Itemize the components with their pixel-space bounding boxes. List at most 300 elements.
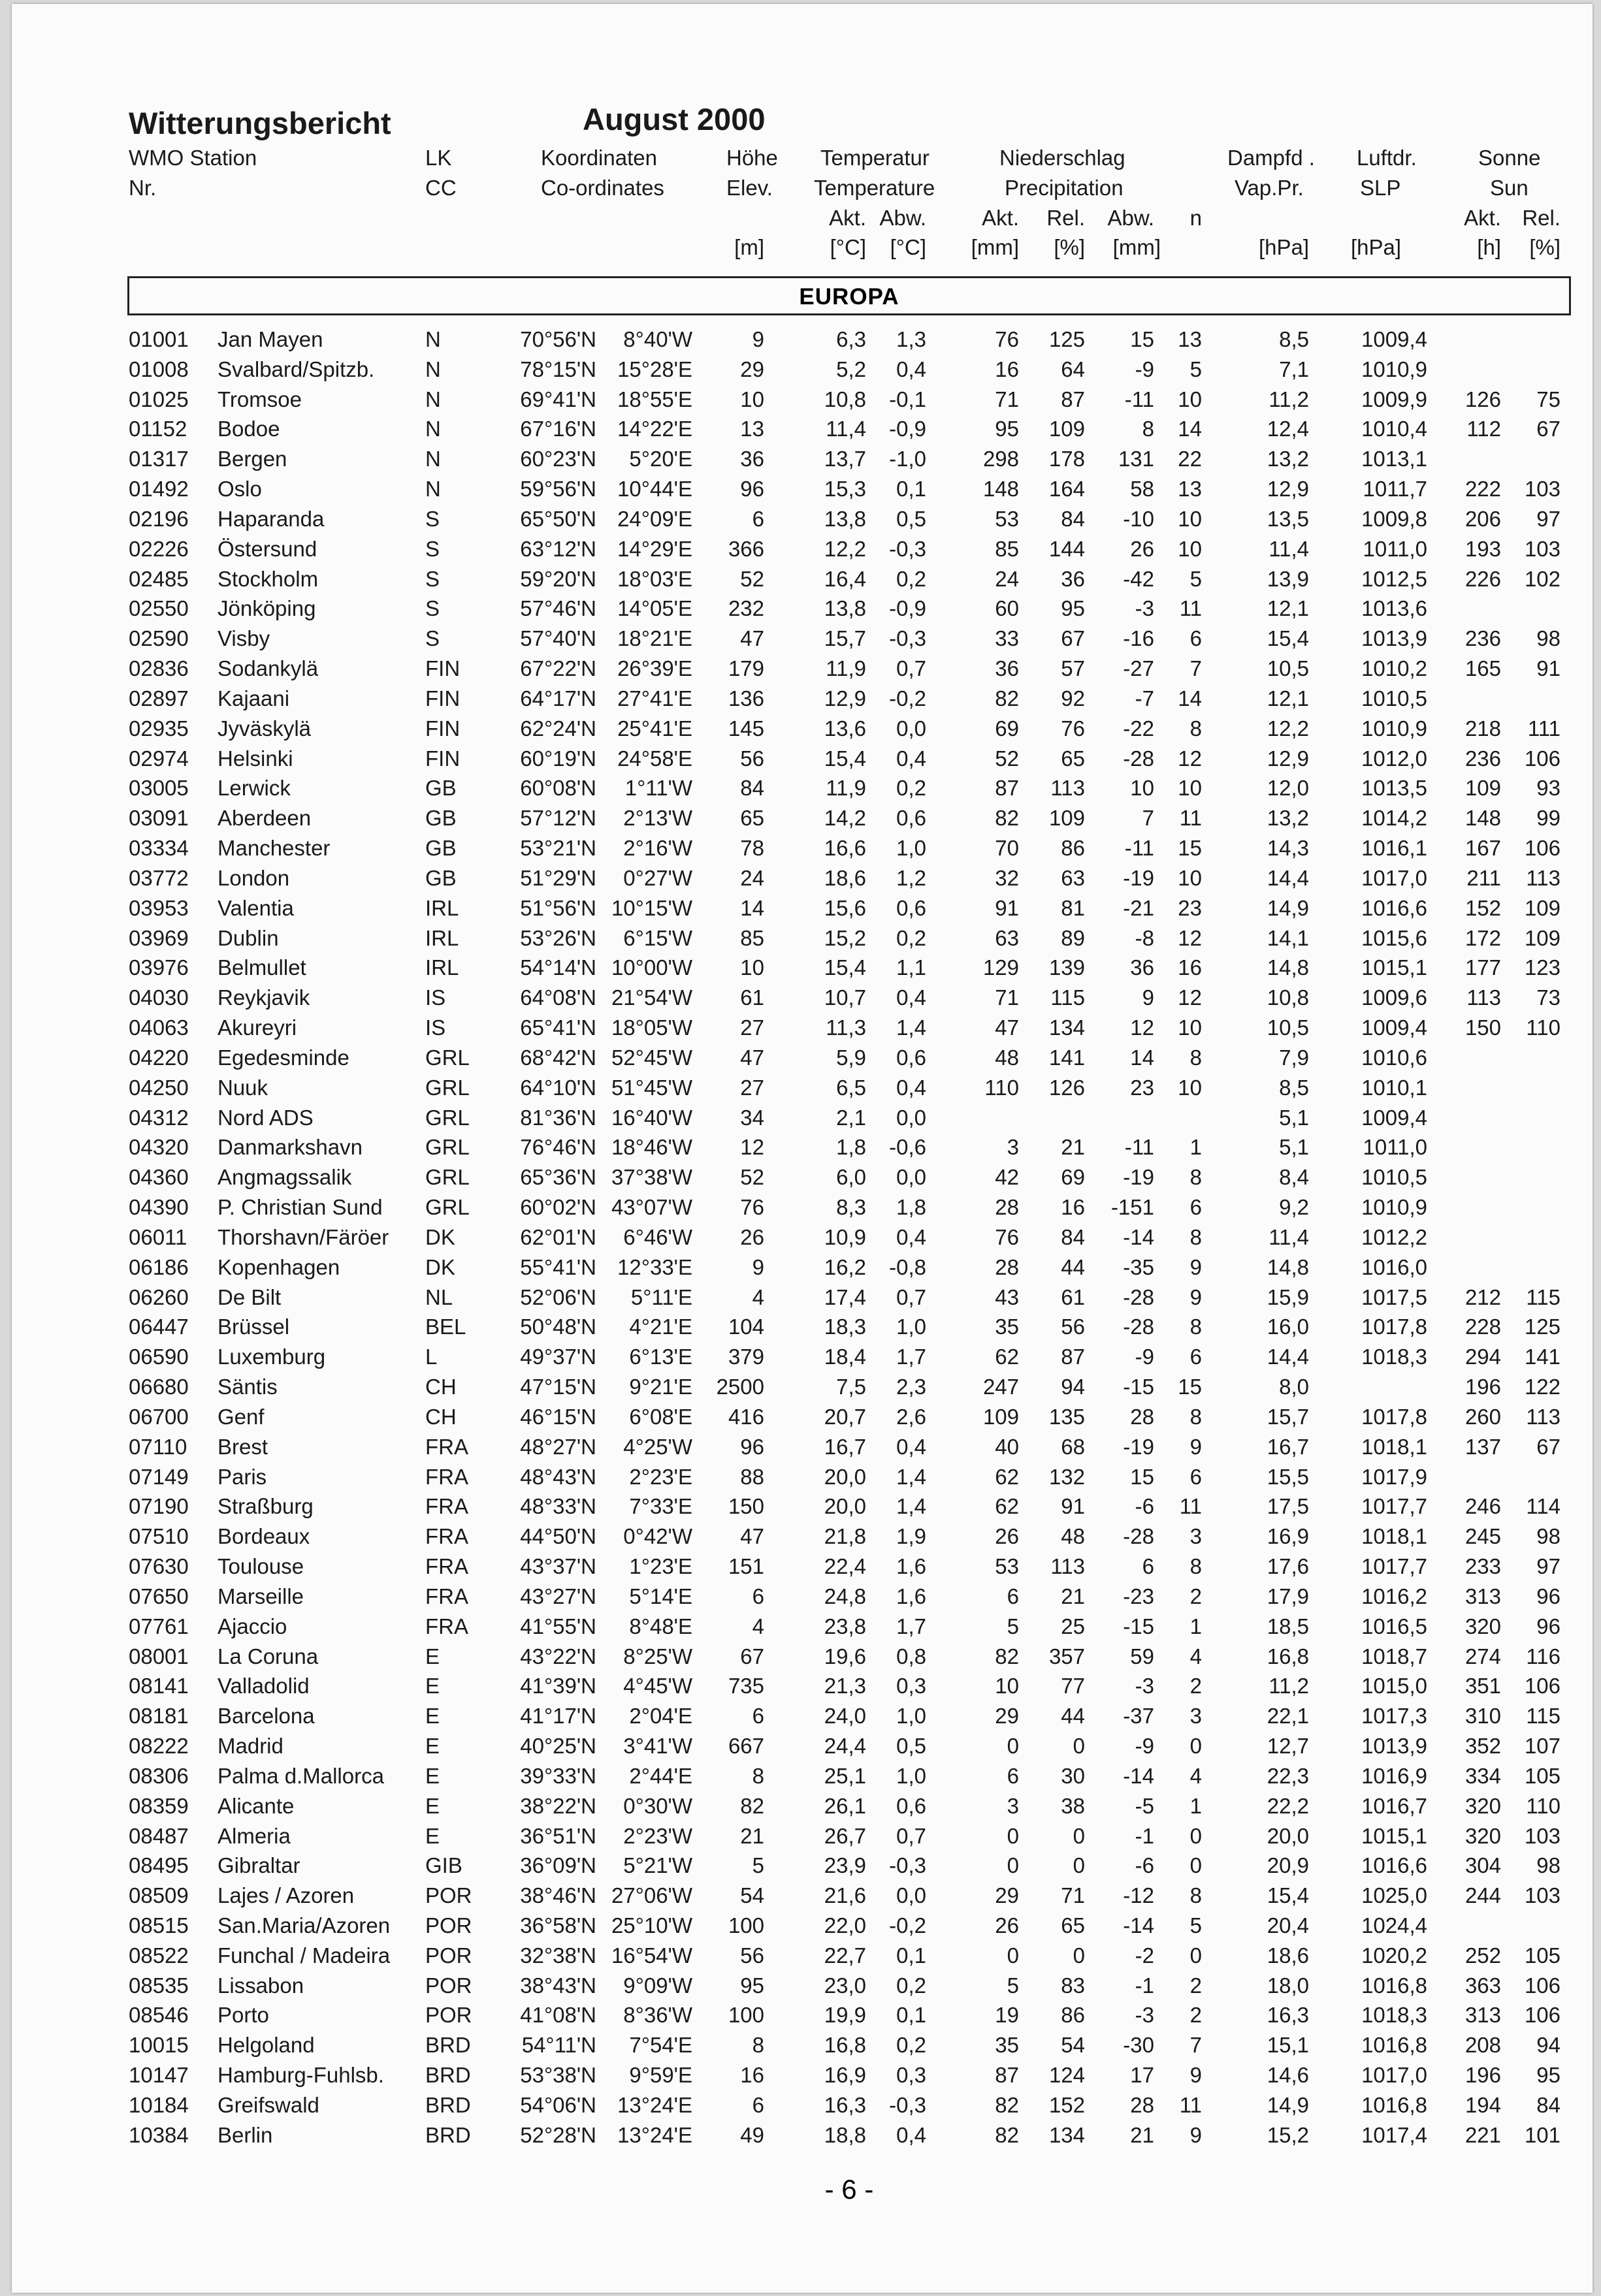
cell-wmo-nr: 07630	[129, 1554, 189, 1579]
cell-vap-pressure: 8,4	[1279, 1165, 1309, 1190]
cell-vap-pressure: 15,4	[1267, 626, 1309, 651]
cell-latitude: 48°33'N	[520, 1494, 596, 1519]
cell-sun-rel: 105	[1524, 1943, 1561, 1968]
cell-sun-akt: 196	[1464, 1375, 1501, 1399]
cell-prec-akt: 110	[984, 1075, 1019, 1100]
cell-prec-akt: 82	[995, 686, 1019, 710]
cell-latitude: 36°09'N	[520, 1853, 596, 1878]
table-row	[0, 1642, 1601, 1672]
cell-station: Nord ADS	[218, 1105, 314, 1130]
cell-sun-rel: 98	[1536, 1524, 1561, 1549]
cell-prec-akt: 82	[995, 806, 1019, 831]
cell-longitude: 2°23'E	[629, 1464, 692, 1489]
cell-sun-akt: 206	[1464, 506, 1501, 531]
cell-country: GB	[425, 836, 457, 861]
cell-prec-rel: 54	[1061, 2033, 1085, 2058]
label-luftdruck: Luftdr.	[1357, 146, 1417, 170]
cell-station: La Coruna	[218, 1644, 319, 1668]
cell-country: L	[425, 1345, 438, 1369]
cell-longitude: 12°33'E	[617, 1254, 692, 1279]
cell-temp-akt: 12,9	[824, 686, 866, 710]
label-sun: Sun	[1490, 176, 1528, 200]
cell-elevation: 82	[740, 1793, 764, 1818]
cell-elevation: 27	[740, 1015, 764, 1040]
cell-temp-akt: 2,1	[836, 1105, 866, 1130]
cell-prec-akt: 53	[995, 506, 1019, 531]
cell-temp-akt: 21,3	[824, 1674, 866, 1698]
cell-prec-n: 13	[1178, 477, 1202, 502]
cell-temp-akt: 14,2	[824, 806, 866, 831]
cell-prec-rel: 77	[1061, 1674, 1085, 1698]
cell-slp: 1009,4	[1361, 1105, 1427, 1130]
cell-slp: 1010,2	[1361, 656, 1427, 681]
cell-country: S	[425, 536, 440, 561]
cell-temp-akt: 24,8	[824, 1584, 866, 1608]
cell-vap-pressure: 15,2	[1267, 2122, 1309, 2147]
cell-prec-n: 5	[1189, 357, 1202, 381]
table-row	[0, 594, 1601, 624]
page-number: - 6 -	[824, 2174, 874, 2205]
cell-vap-pressure: 15,7	[1267, 1404, 1309, 1429]
cell-wmo-nr: 02836	[129, 656, 189, 681]
cell-station: Manchester	[218, 836, 331, 861]
cell-prec-abw: -1	[1135, 1973, 1154, 1998]
cell-elevation: 96	[740, 1434, 764, 1459]
cell-prec-rel: 109	[1048, 417, 1085, 441]
cell-latitude: 78°15'N	[520, 357, 596, 381]
cell-longitude: 10°15'W	[611, 895, 692, 920]
cell-wmo-nr: 08515	[129, 1913, 189, 1937]
cell-prec-n: 14	[1178, 686, 1202, 710]
cell-sun-rel: 109	[1524, 895, 1561, 920]
cell-temp-akt: 16,2	[824, 1254, 866, 1279]
cell-wmo-nr: 02974	[129, 746, 189, 771]
cell-wmo-nr: 06011	[129, 1224, 187, 1249]
cell-latitude: 64°10'N	[520, 1075, 596, 1100]
cell-country: IS	[425, 985, 446, 1010]
cell-temp-akt: 26,1	[824, 1793, 866, 1818]
cell-prec-akt: 40	[995, 1434, 1019, 1459]
cell-slp: 1017,9	[1361, 1464, 1427, 1489]
cell-elevation: 78	[740, 836, 764, 861]
cell-sun-rel: 106	[1524, 2003, 1561, 2028]
cell-temp-abw: 2,3	[896, 1375, 926, 1399]
cell-temp-abw: 0,3	[896, 1674, 926, 1698]
table-row	[0, 1073, 1601, 1103]
cell-latitude: 63°12'N	[520, 536, 596, 561]
cell-vap-pressure: 14,9	[1267, 895, 1309, 920]
cell-elevation: 10	[740, 387, 764, 411]
table-row	[0, 684, 1601, 714]
cell-sun-rel: 95	[1536, 2063, 1561, 2088]
cell-sun-rel: 91	[1536, 656, 1561, 681]
cell-country: GRL	[425, 1105, 470, 1130]
label-niederschlag: Niederschlag	[999, 146, 1125, 170]
cell-prec-abw: -7	[1135, 686, 1154, 710]
cell-slp: 1014,2	[1361, 806, 1427, 831]
cell-vap-pressure: 16,7	[1267, 1434, 1309, 1459]
cell-station: San.Maria/Azoren	[218, 1913, 391, 1937]
cell-temp-akt: 26,7	[824, 1823, 866, 1848]
cell-slp: 1013,1	[1361, 447, 1427, 471]
cell-station: Haparanda	[218, 506, 325, 531]
table-row	[0, 893, 1601, 923]
cell-station: Hamburg-Fuhlsb.	[218, 2063, 384, 2088]
cell-sun-akt: 334	[1464, 1763, 1501, 1788]
cell-elevation: 54	[740, 1883, 764, 1908]
cell-latitude: 57°46'N	[520, 596, 596, 621]
region-header	[127, 276, 1571, 315]
cell-temp-abw: 1,0	[896, 836, 926, 861]
cell-vap-pressure: 11,4	[1269, 536, 1309, 561]
cell-sun-akt: 252	[1464, 1943, 1501, 1968]
cell-prec-abw: -151	[1110, 1195, 1154, 1220]
label-coordinates: Co-ordinates	[541, 176, 664, 200]
cell-elevation: 67	[740, 1644, 764, 1668]
cell-temp-abw: 0,7	[896, 656, 926, 681]
cell-prec-rel: 57	[1061, 656, 1085, 681]
cell-slp: 1010,9	[1361, 357, 1427, 381]
cell-longitude: 52°45'W	[611, 1045, 692, 1070]
cell-country: POR	[425, 1943, 472, 1968]
table-row	[0, 325, 1601, 355]
cell-wmo-nr: 08522	[129, 1943, 189, 1968]
cell-vap-pressure: 14,4	[1267, 1345, 1309, 1369]
cell-wmo-nr: 01152	[129, 417, 187, 441]
cell-prec-n: 3	[1189, 1704, 1202, 1729]
cell-sun-akt: 218	[1464, 716, 1501, 741]
cell-temp-abw: 0,1	[896, 2003, 926, 2028]
cell-elevation: 85	[740, 925, 764, 950]
cell-station: Madrid	[218, 1734, 283, 1758]
cell-station: Gibraltar	[218, 1853, 300, 1878]
cell-slp: 1010,1	[1361, 1075, 1427, 1100]
cell-prec-rel: 71	[1061, 1883, 1085, 1908]
cell-station: Paris	[218, 1464, 267, 1489]
cell-prec-abw: 10	[1130, 776, 1154, 801]
cell-temp-akt: 18,6	[824, 865, 866, 890]
cell-temp-akt: 1,8	[836, 1135, 866, 1160]
cell-station: Helgoland	[218, 2033, 315, 2058]
cell-longitude: 7°54'E	[629, 2033, 692, 2058]
cell-temp-abw: -0,1	[889, 387, 926, 411]
cell-temp-abw: 0,4	[896, 1224, 926, 1249]
cell-prec-abw: -27	[1123, 656, 1154, 681]
cell-wmo-nr: 03091	[129, 806, 189, 831]
cell-sun-akt: 304	[1464, 1853, 1501, 1878]
cell-temp-akt: 23,0	[824, 1973, 866, 1998]
cell-temp-akt: 12,2	[824, 536, 866, 561]
cell-prec-rel: 63	[1061, 865, 1085, 890]
table-row	[0, 385, 1601, 415]
cell-prec-rel: 92	[1061, 686, 1085, 710]
cell-wmo-nr: 04320	[129, 1135, 189, 1160]
cell-station: Luxemburg	[218, 1345, 326, 1369]
cell-temp-akt: 19,9	[824, 2003, 866, 2028]
label-sun-rel: Rel.	[1522, 206, 1561, 230]
cell-temp-abw: 0,7	[896, 1284, 926, 1309]
cell-vap-pressure: 8,5	[1279, 1075, 1309, 1100]
cell-latitude: 67°16'N	[520, 417, 596, 441]
cell-country: E	[425, 1793, 440, 1818]
cell-latitude: 52°06'N	[520, 1284, 596, 1309]
cell-temp-akt: 6,5	[836, 1075, 866, 1100]
cell-temp-abw: 0,0	[896, 1165, 926, 1190]
cell-elevation: 56	[740, 746, 764, 771]
cell-slp: 1016,6	[1361, 1853, 1427, 1878]
cell-prec-akt: 35	[995, 1315, 1019, 1339]
cell-prec-rel: 89	[1061, 925, 1085, 950]
cell-prec-akt: 71	[995, 985, 1019, 1010]
cell-temp-abw: 0,6	[896, 1793, 926, 1818]
cell-prec-rel: 0	[1073, 1823, 1085, 1848]
cell-longitude: 51°45'W	[611, 1075, 692, 1100]
cell-prec-rel: 67	[1061, 626, 1085, 651]
report-period: August 2000	[583, 102, 766, 136]
cell-wmo-nr: 08222	[129, 1734, 189, 1758]
cell-wmo-nr: 07149	[129, 1464, 189, 1489]
cell-prec-akt: 16	[995, 357, 1019, 381]
cell-temp-abw: 0,2	[896, 776, 926, 801]
cell-station: Svalbard/Spitzb.	[218, 357, 375, 381]
cell-country: BRD	[425, 2122, 471, 2147]
cell-slp: 1018,1	[1361, 1524, 1427, 1549]
table-row	[0, 2000, 1601, 2030]
label-wmo-station: WMO Station	[129, 146, 257, 170]
cell-prec-n: 7	[1189, 2033, 1202, 2058]
cell-wmo-nr: 01008	[129, 357, 189, 381]
cell-temp-abw: 0,5	[896, 1734, 926, 1758]
cell-vap-pressure: 13,9	[1267, 566, 1309, 591]
cell-temp-abw: -0,9	[889, 417, 926, 441]
cell-temp-akt: 16,7	[824, 1434, 866, 1459]
cell-longitude: 5°11'E	[630, 1284, 692, 1309]
cell-latitude: 69°41'N	[520, 387, 596, 411]
cell-latitude: 38°43'N	[520, 1973, 596, 1998]
cell-temp-abw: 0,4	[896, 357, 926, 381]
cell-longitude: 9°09'W	[623, 1973, 692, 1998]
cell-temp-akt: 13,8	[824, 596, 866, 621]
cell-temp-akt: 22,0	[824, 1913, 866, 1937]
cell-prec-n: 5	[1189, 1913, 1202, 1937]
label-temp-abw-unit: [°C]	[890, 235, 926, 259]
cell-prec-rel: 44	[1061, 1704, 1085, 1729]
cell-prec-akt: 26	[995, 1524, 1019, 1549]
cell-latitude: 32°38'N	[520, 1943, 596, 1968]
cell-prec-abw: -21	[1123, 895, 1154, 920]
table-row	[0, 654, 1601, 684]
cell-prec-rel: 68	[1061, 1434, 1085, 1459]
label-prec-n: n	[1189, 206, 1202, 230]
label-vappr-unit: [hPa]	[1258, 235, 1309, 259]
cell-prec-rel: 83	[1061, 1973, 1085, 1998]
table-row	[0, 355, 1601, 385]
cell-prec-akt: 63	[995, 925, 1019, 950]
cell-elevation: 52	[740, 566, 764, 591]
cell-sun-rel: 116	[1526, 1644, 1561, 1668]
cell-temp-akt: 20,7	[824, 1404, 866, 1429]
cell-temp-abw: 1,0	[896, 1315, 926, 1339]
cell-prec-akt: 91	[995, 895, 1019, 920]
cell-prec-akt: 95	[995, 417, 1019, 441]
label-sun-unit: [h]	[1477, 235, 1501, 259]
cell-prec-abw: -3	[1135, 2003, 1154, 2028]
cell-prec-abw: 15	[1130, 327, 1154, 351]
table-row	[0, 1372, 1601, 1402]
cell-prec-akt: 32	[995, 865, 1019, 890]
cell-latitude: 76°46'N	[520, 1135, 596, 1160]
label-prec-abw: Abw.	[1107, 206, 1154, 230]
cell-prec-n: 9	[1189, 1434, 1202, 1459]
cell-slp: 1010,5	[1361, 1165, 1427, 1190]
cell-prec-n: 0	[1189, 1853, 1202, 1878]
region-label: EUROPA	[799, 284, 899, 310]
cell-prec-abw: -23	[1123, 1584, 1154, 1608]
cell-prec-akt: 47	[995, 1015, 1019, 1040]
cell-station: Sodankylä	[218, 656, 319, 681]
cell-prec-rel: 94	[1061, 1375, 1085, 1399]
cell-sun-akt: 196	[1464, 2063, 1501, 2088]
cell-country: DK	[425, 1224, 455, 1249]
cell-temp-akt: 15,2	[824, 925, 866, 950]
cell-vap-pressure: 14,4	[1267, 865, 1309, 890]
cell-temp-akt: 22,7	[824, 1943, 866, 1968]
cell-country: E	[425, 1704, 440, 1729]
cell-prec-rel: 164	[1048, 477, 1085, 502]
cell-latitude: 67°22'N	[520, 656, 596, 681]
cell-vap-pressure: 22,3	[1267, 1763, 1309, 1788]
cell-country: POR	[425, 1883, 472, 1908]
cell-sun-rel: 96	[1536, 1614, 1561, 1638]
cell-prec-n: 9	[1189, 2122, 1202, 2147]
cell-temp-akt: 13,6	[824, 716, 866, 741]
cell-prec-abw: -8	[1135, 925, 1154, 950]
cell-vap-pressure: 15,9	[1267, 1284, 1309, 1309]
table-row	[0, 534, 1601, 564]
cell-elevation: 56	[740, 1943, 764, 1968]
cell-station: Brüssel	[218, 1315, 290, 1339]
cell-sun-rel: 98	[1536, 1853, 1561, 1878]
cell-latitude: 41°08'N	[520, 2003, 596, 2028]
cell-wmo-nr: 02226	[129, 536, 189, 561]
cell-prec-akt: 82	[995, 2092, 1019, 2117]
table-row	[0, 414, 1601, 444]
cell-prec-n: 8	[1189, 1315, 1202, 1339]
cell-prec-rel: 125	[1048, 327, 1085, 351]
cell-country: FIN	[425, 746, 461, 771]
cell-prec-abw: 26	[1130, 536, 1154, 561]
cell-station: Lajes / Azoren	[218, 1883, 355, 1908]
cell-elevation: 9	[752, 1254, 764, 1279]
cell-temp-akt: 24,4	[824, 1734, 866, 1758]
cell-vap-pressure: 10,5	[1267, 656, 1309, 681]
cell-slp: 1017,5	[1361, 1284, 1427, 1309]
table-row	[0, 1462, 1601, 1492]
cell-vap-pressure: 18,0	[1267, 1973, 1309, 1998]
label-nr: Nr.	[129, 176, 157, 200]
cell-temp-akt: 13,7	[824, 447, 866, 471]
cell-wmo-nr: 04360	[129, 1165, 189, 1190]
cell-sun-rel: 102	[1524, 566, 1561, 591]
table-row	[0, 833, 1601, 863]
cell-latitude: 51°29'N	[520, 865, 596, 890]
cell-country: IS	[425, 1015, 446, 1040]
cell-longitude: 1°23'E	[629, 1554, 692, 1579]
cell-temp-abw: 0,6	[896, 895, 926, 920]
cell-vap-pressure: 14,1	[1267, 925, 1309, 950]
label-temp-akt: Akt.	[829, 206, 866, 230]
cell-prec-abw: 58	[1130, 477, 1154, 502]
cell-sun-akt: 313	[1464, 2003, 1501, 2028]
cell-longitude: 21°54'W	[611, 985, 692, 1010]
cell-prec-n: 8	[1189, 1224, 1202, 1249]
cell-sun-rel: 113	[1526, 1404, 1561, 1429]
cell-temp-akt: 6,0	[836, 1165, 866, 1190]
table-row	[0, 1432, 1601, 1462]
cell-slp: 1015,0	[1361, 1674, 1427, 1698]
table-row	[0, 1402, 1601, 1432]
cell-temp-akt: 23,9	[824, 1853, 866, 1878]
cell-country: N	[425, 327, 441, 351]
cell-longitude: 16°40'W	[611, 1105, 692, 1130]
cell-prec-abw: -30	[1123, 2033, 1154, 2058]
cell-elevation: 416	[728, 1404, 764, 1429]
cell-prec-abw: -28	[1123, 1284, 1154, 1309]
cell-prec-akt: 5	[1007, 1614, 1019, 1638]
label-cc: CC	[425, 176, 457, 200]
cell-prec-abw: 28	[1130, 1404, 1154, 1429]
label-elev: Elev.	[726, 176, 773, 200]
cell-slp: 1016,6	[1361, 895, 1427, 920]
cell-temp-akt: 15,6	[824, 895, 866, 920]
cell-elevation: 667	[728, 1734, 764, 1758]
cell-station: Brest	[218, 1434, 268, 1459]
cell-vap-pressure: 11,2	[1269, 1674, 1309, 1698]
cell-temp-akt: 21,6	[824, 1883, 866, 1908]
cell-station: Östersund	[218, 536, 317, 561]
cell-sun-rel: 114	[1526, 1494, 1561, 1519]
cell-vap-pressure: 14,8	[1267, 1254, 1309, 1279]
cell-station: Toulouse	[218, 1554, 304, 1579]
cell-latitude: 36°58'N	[520, 1913, 596, 1937]
cell-slp: 1016,1	[1361, 836, 1427, 861]
cell-wmo-nr: 07510	[129, 1524, 189, 1549]
cell-prec-abw: -37	[1123, 1704, 1154, 1729]
cell-slp: 1010,5	[1361, 686, 1427, 710]
cell-wmo-nr: 08359	[129, 1793, 189, 1818]
cell-temp-akt: 15,7	[824, 626, 866, 651]
table-row	[0, 1851, 1601, 1881]
cell-prec-abw: -3	[1135, 596, 1154, 621]
cell-vap-pressure: 10,8	[1267, 985, 1309, 1010]
cell-sun-akt: 148	[1464, 806, 1501, 831]
cell-prec-rel: 132	[1048, 1464, 1085, 1489]
cell-sun-rel: 123	[1524, 955, 1561, 980]
cell-latitude: 68°42'N	[520, 1045, 596, 1070]
table-row	[0, 624, 1601, 654]
cell-slp: 1025,0	[1361, 1883, 1427, 1908]
cell-prec-akt: 26	[995, 1913, 1019, 1937]
cell-vap-pressure: 8,0	[1279, 1375, 1309, 1399]
cell-prec-abw: 15	[1130, 1464, 1154, 1489]
cell-temp-akt: 16,4	[824, 566, 866, 591]
cell-temp-abw: 1,7	[896, 1614, 926, 1638]
cell-latitude: 53°38'N	[520, 2063, 596, 2088]
cell-vap-pressure: 8,5	[1279, 327, 1309, 351]
table-row	[0, 2060, 1601, 2090]
cell-elevation: 145	[728, 716, 764, 741]
cell-prec-rel: 152	[1048, 2092, 1085, 2117]
